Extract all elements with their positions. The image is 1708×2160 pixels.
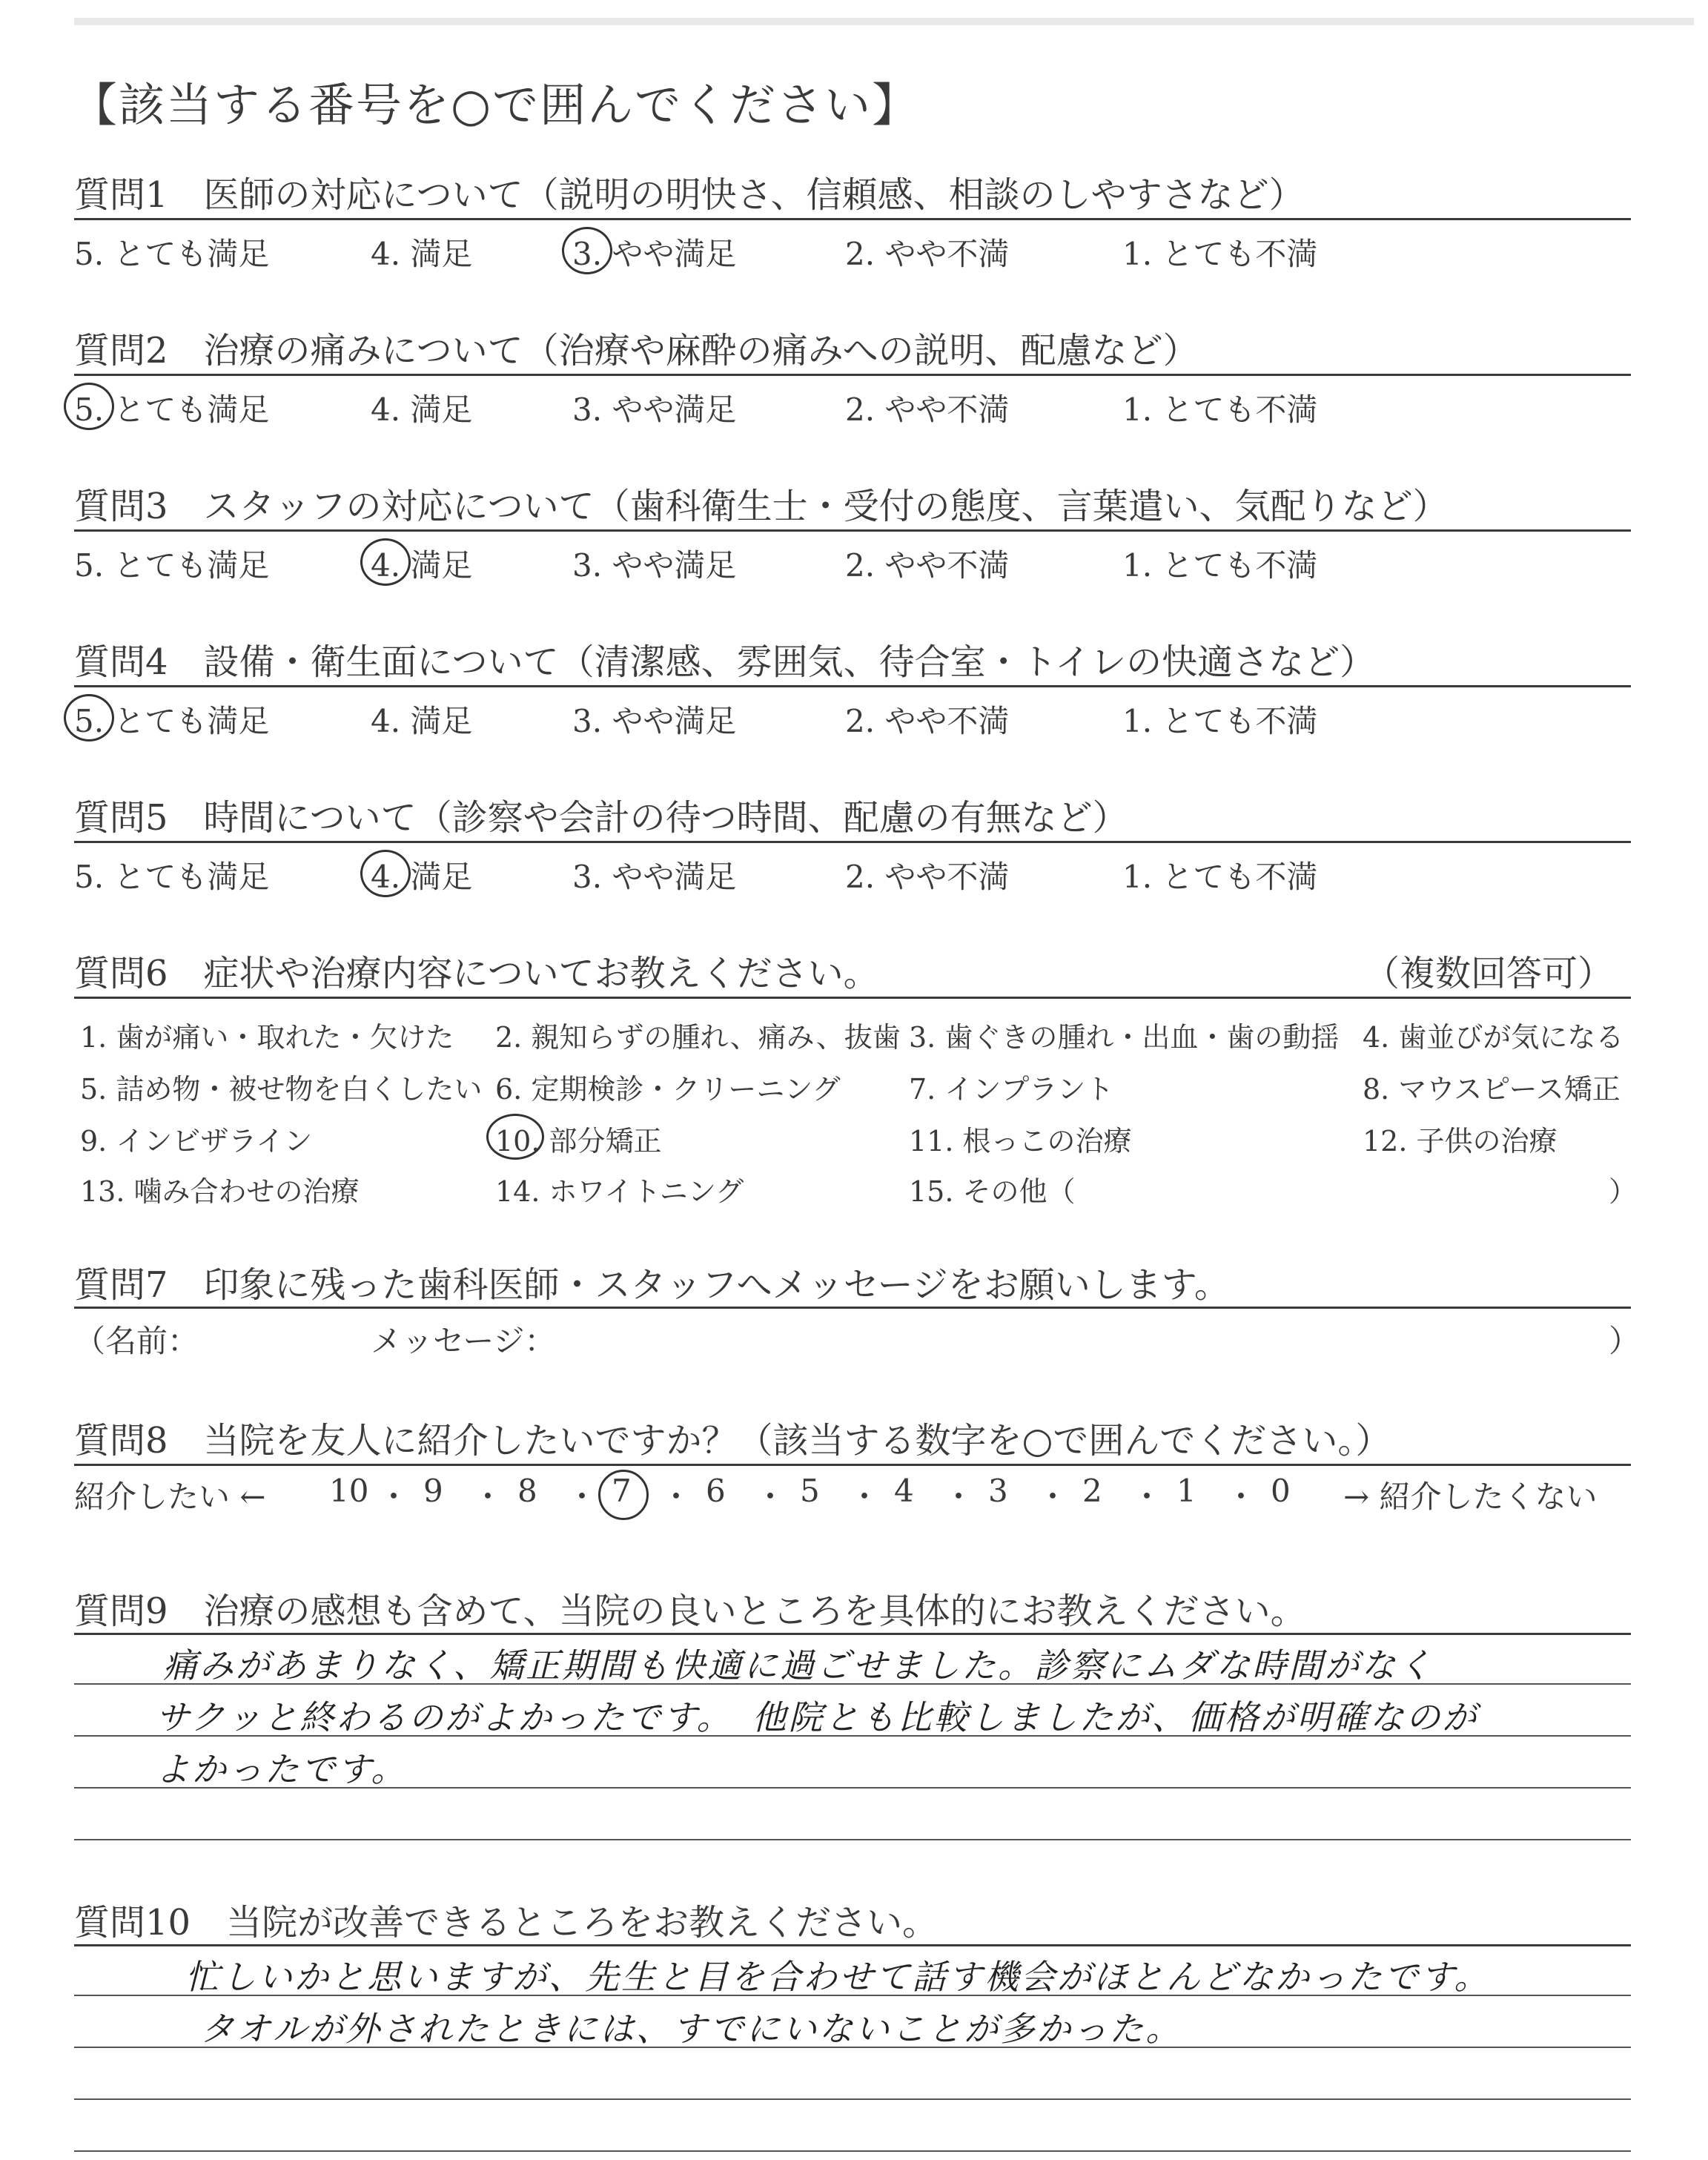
q4-option-1[interactable]: 1. とても不満 (1122, 703, 1318, 739)
q8-scale-separator: ・ (378, 1479, 410, 1515)
q8-scale-separator: ・ (755, 1479, 787, 1515)
q7-title: 質問7 印象に残った歯科医師・スタッフへメッセージをお願いします。 (74, 1264, 1230, 1306)
q8-scale-separator: ・ (1131, 1479, 1163, 1515)
q3-option-4[interactable]: 4. 満足 (371, 547, 473, 584)
q8-scale-separator: ・ (661, 1479, 692, 1515)
q4-selected-circle (64, 694, 114, 742)
q10-line (74, 2098, 1631, 2100)
q6-rule (74, 997, 1631, 999)
q8-scale-value[interactable]: 6 (706, 1473, 726, 1509)
q6-choice-4[interactable]: 4. 歯並びが気になる (1363, 1021, 1624, 1054)
q6-other-close: ） (1609, 1175, 1638, 1208)
q4-rule (74, 685, 1631, 687)
q1-selected-circle (562, 227, 612, 274)
q6-choice-7[interactable]: 7. インプラント (909, 1073, 1114, 1106)
q8-scale-separator: ・ (472, 1479, 504, 1515)
q1-title: 質問1 医師の対応について（説明の明快さ、信頼感、相談のしやすさなど） (74, 174, 1305, 216)
q2-option-3[interactable]: 3. やや満足 (572, 392, 737, 428)
q10-title: 質問10 当院が改善できるところをお教えください。 (74, 1902, 939, 1943)
q5-selected-circle (360, 850, 411, 897)
q9-handwriting-line: よかったです。 (156, 1749, 408, 1789)
q6-choice-11[interactable]: 11. 根っこの治療 (909, 1125, 1132, 1157)
q4-option-5[interactable]: 5. とても満足 (74, 703, 270, 739)
q5-rule (74, 841, 1631, 843)
q8-scale-value[interactable]: 3 (988, 1473, 1008, 1509)
q10-handwriting-line: 忙しいかと思いますが、先生と目を合わせて話す機会がほとんどなかったです。 (185, 1957, 1491, 1997)
q1-option-2[interactable]: 2. やや不満 (845, 236, 1010, 272)
q9-handwriting-line: サクッと終わるのがよかったです。 他院とも比較しましたが、価格が明確なのが (156, 1697, 1479, 1737)
q8-scale-value[interactable]: 1 (1176, 1473, 1196, 1509)
q7-close: ） (1609, 1323, 1641, 1359)
q3-selected-circle (360, 538, 411, 586)
form-instruction-header: 【該当する番号を○で囲んでください】 (71, 78, 920, 132)
q9-rule (74, 1633, 1631, 1635)
q6-choice-8[interactable]: 8. マウスピース矯正 (1363, 1073, 1621, 1106)
q2-selected-circle (64, 383, 114, 430)
q8-scale-separator: ・ (1037, 1479, 1069, 1515)
q3-option-2[interactable]: 2. やや不満 (845, 547, 1010, 584)
q4-option-3[interactable]: 3. やや満足 (572, 703, 737, 739)
q8-scale-value[interactable]: 8 (517, 1473, 537, 1509)
q3-option-5[interactable]: 5. とても満足 (74, 547, 270, 584)
q6-choice-5[interactable]: 5. 詰め物・被せ物を白くしたい (80, 1073, 483, 1106)
q6-choice-12[interactable]: 12. 子供の治療 (1363, 1125, 1558, 1157)
q2-option-1[interactable]: 1. とても不満 (1122, 392, 1318, 428)
q8-scale-value[interactable]: 9 (423, 1473, 443, 1509)
q8-title: 質問8 当院を友人に紹介したいですか？（該当する数字を○で囲んでください。） (74, 1420, 1391, 1462)
q6-choice-13[interactable]: 13. 噛み合わせの治療 (80, 1175, 360, 1208)
q3-title: 質問3 スタッフの対応について（歯科衛生士・受付の態度、言葉遣い、気配りなど） (74, 486, 1449, 527)
q6-title: 質問6 症状や治療内容についてお教えください。 (74, 953, 879, 994)
q8-scale-value[interactable]: 2 (1082, 1473, 1102, 1509)
q2-title: 質問2 治療の痛みについて（治療や麻酔の痛みへの説明、配慮など） (74, 330, 1199, 371)
q7-name-label: （名前： (74, 1323, 199, 1359)
q7-message-label: メッセージ： (371, 1323, 556, 1359)
q4-option-2[interactable]: 2. やや不満 (845, 703, 1010, 739)
q6-choice-1[interactable]: 1. 歯が痛い・取れた・欠けた (80, 1021, 454, 1054)
q1-option-3[interactable]: 3. やや満足 (572, 236, 737, 272)
q6-choice-9[interactable]: 9. インビザライン (80, 1125, 313, 1157)
q3-rule (74, 529, 1631, 532)
q6-choice-14[interactable]: 14. ホワイトニング (495, 1175, 744, 1208)
q8-scale-value[interactable]: 4 (894, 1473, 914, 1509)
q8-scale-separator: ・ (943, 1479, 975, 1515)
q1-option-5[interactable]: 5. とても満足 (74, 236, 270, 272)
q9-title: 質問9 治療の感想も含めて、当院の良いところを具体的にお教えください。 (74, 1591, 1306, 1632)
q5-option-2[interactable]: 2. やや不満 (845, 859, 1010, 895)
q5-option-1[interactable]: 1. とても不満 (1122, 859, 1318, 895)
q5-option-3[interactable]: 3. やや満足 (572, 859, 737, 895)
q4-title: 質問4 設備・衛生面について（清潔感、雰囲気、待合室・トイレの快適さなど） (74, 641, 1376, 683)
q5-option-4[interactable]: 4. 満足 (371, 859, 473, 895)
q2-option-2[interactable]: 2. やや不満 (845, 392, 1010, 428)
q8-scale-value[interactable]: 5 (800, 1473, 820, 1509)
q8-rule (74, 1464, 1631, 1466)
q3-option-1[interactable]: 1. とても不満 (1122, 547, 1318, 584)
q1-option-1[interactable]: 1. とても不満 (1122, 236, 1318, 272)
q7-rule (74, 1307, 1631, 1309)
q2-rule (74, 374, 1631, 376)
q5-option-5[interactable]: 5. とても満足 (74, 859, 270, 895)
q8-scale-value[interactable]: 0 (1271, 1473, 1291, 1509)
q8-scale-separator: ・ (849, 1479, 881, 1515)
scan-top-edge (74, 18, 1694, 25)
q10-rule (74, 1944, 1631, 1946)
q8-scale-separator: ・ (1225, 1479, 1257, 1515)
q10-line (74, 2150, 1631, 2152)
q6-selected-circle (486, 1114, 544, 1160)
q6-choice-3[interactable]: 3. 歯ぐきの腫れ・出血・歯の動揺 (909, 1021, 1340, 1054)
q8-left-label: 紹介したい ← (74, 1479, 266, 1515)
q8-selected-circle (598, 1470, 649, 1520)
q6-choice-15[interactable]: 15. その他（ (909, 1175, 1076, 1208)
q6-multi-note: （複数回答可） (1364, 953, 1614, 994)
q5-title: 質問5 時間について（診察や会計の待つ時間、配慮の有無など） (74, 797, 1128, 839)
q1-option-4[interactable]: 4. 満足 (371, 236, 473, 272)
q6-choice-10[interactable]: 10. 部分矯正 (495, 1125, 662, 1157)
q1-rule (74, 218, 1631, 220)
q9-handwriting-line: 痛みがあまりなく、矯正期間も快適に過ごせました。診察にムダな時間がなく (163, 1645, 1434, 1685)
q2-option-4[interactable]: 4. 満足 (371, 392, 473, 428)
q6-choice-2[interactable]: 2. 親知らずの腫れ、痛み、抜歯 (495, 1021, 901, 1054)
q6-choice-6[interactable]: 6. 定期検診・クリーニング (495, 1073, 841, 1106)
q8-scale-separator: ・ (566, 1479, 598, 1515)
q8-right-label: → 紹介したくない (1343, 1479, 1598, 1515)
q9-line (74, 1839, 1631, 1840)
q8-scale-value[interactable]: 10 (329, 1473, 369, 1509)
q4-option-4[interactable]: 4. 満足 (371, 703, 473, 739)
q10-handwriting-line: タオルが外されたときには、すでにいないことが多かった。 (200, 2009, 1182, 2049)
q8-scale-value[interactable]: 7 (612, 1473, 632, 1509)
q2-option-5[interactable]: 5. とても満足 (74, 392, 270, 428)
q3-option-3[interactable]: 3. やや満足 (572, 547, 737, 584)
